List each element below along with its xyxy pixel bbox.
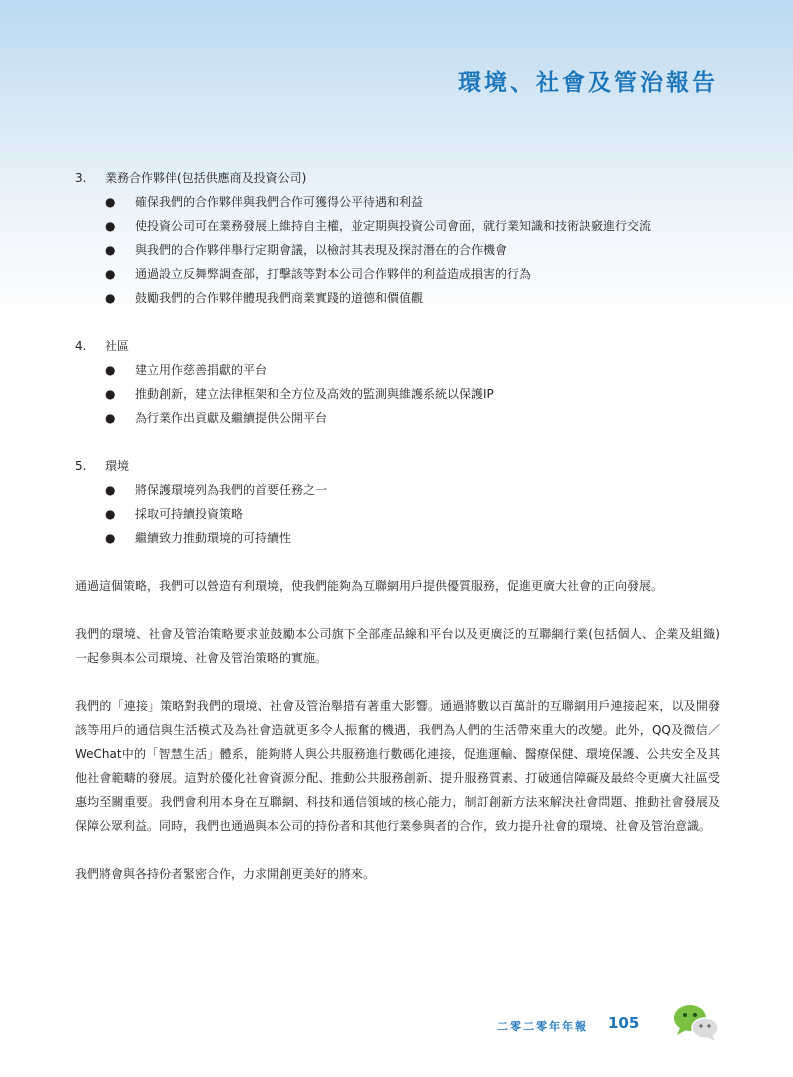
list-item [75, 382, 720, 406]
list-item [75, 358, 720, 382]
paragraph: 我們的「連接」策略對我們的環境、社會及管治舉措有著重大影響。通過將數以百萬計的互聯網用戶連接起來，以及開發該等用戶的通信與生活模式及為社會造就更多令人振奮的機遇，我們為人們的生活帶來重大的改變。此外，QQ及微信／WeChat中的「智慧生活」體系，能夠將人與公共服務進行數碼化連接，促進運輸、醫療保健、環境保護、公共安全及其他社會範疇的發展。這對於優化社會資源分配、推動公共服務創新、提升服務質素、打破通信障礙及最終令更廣大社區受惠均至關重要。我們會利用本身在互聯網、科技和通信領域的核心能力，制訂創新方法來解決社會問題、推動社會發展及保障公眾利益。同時，我們也通過與本公司的持份者和其他行業參與者的合作，致力提升社會的環境、社會及管治意識。 [75, 699, 720, 833]
section-number: 4. [75, 339, 87, 353]
bullet-icon: ● [105, 411, 116, 425]
list-item-text: 推動創新，建立法律框架和全方位及高效的監測與維護系統以保護IP [135, 387, 494, 401]
list-item-text: 繼續致力推動環境的可持續性 [135, 531, 292, 545]
list-item-text: 與我們的合作夥伴舉行定期會議，以檢討其表現及探討潛在的合作機會 [135, 243, 508, 257]
bullet-icon: ● [105, 387, 116, 401]
section-community [75, 334, 720, 430]
paragraph: 我們的環境、社會及管治策略要求並鼓勵本公司旗下全部產品線和平台以及更廣泛的互聯網行業(包括個人、企業及組織)一起參與本公司環境、社會及管治策略的實施。 [75, 627, 720, 665]
list-item-text: 為行業作出貢獻及繼續提供公開平台 [135, 411, 328, 425]
footer-report-label: 二零二零年年報 [497, 1020, 588, 1033]
list-item-text: 建立用作慈善捐獻的平台 [135, 363, 268, 377]
section-environment [75, 454, 720, 550]
list-item-text: 採取可持續投資策略 [135, 507, 244, 521]
section-number: 3. [75, 171, 87, 185]
list-item [75, 262, 720, 286]
page-number: 105 [608, 1014, 640, 1032]
bullet-icon: ● [105, 531, 116, 545]
list-item [75, 214, 720, 238]
report-content [75, 166, 720, 886]
paragraph: 通過這個策略，我們可以營造有利環境，使我們能夠為互聯網用戶提供優質服務，促進更廣大社會的正向發展。 [75, 579, 664, 593]
list-item [75, 502, 720, 526]
section-heading [75, 166, 720, 190]
list-item [75, 190, 720, 214]
list-item [75, 406, 720, 430]
bullet-icon: ● [105, 507, 116, 521]
section-partners [75, 166, 720, 310]
bullet-icon: ● [105, 363, 116, 377]
list-item-text: 通過設立反舞弊調查部，打擊該等對本公司合作夥伴的利益造成損害的行為 [135, 267, 532, 281]
list-item [75, 238, 720, 262]
section-heading [75, 334, 720, 358]
bullet-icon: ● [105, 291, 116, 305]
bullet-icon: ● [105, 243, 116, 257]
list-item [75, 286, 720, 310]
section-title: 社區 [105, 339, 130, 353]
list-item-text: 使投資公司可在業務發展上維持自主權，並定期與投資公司會面，就行業知識和技術訣竅進行交流 [135, 219, 652, 233]
paragraph: 我們將會與各持份者緊密合作，力求開創更美好的將來。 [75, 867, 376, 881]
section-title: 業務合作夥伴(包括供應商及投資公司) [105, 171, 307, 185]
chat-bubbles-logo-icon [672, 1002, 720, 1042]
list-item-text: 將保護環境列為我們的首要任務之一 [135, 483, 328, 497]
list-item-text: 確保我們的合作夥伴與我們合作可獲得公平待遇和利益 [135, 195, 424, 209]
section-heading [75, 454, 720, 478]
section-title: 環境 [105, 459, 130, 473]
section-number: 5. [75, 459, 87, 473]
bullet-icon: ● [105, 195, 116, 209]
list-item [75, 526, 720, 550]
list-item [75, 478, 720, 502]
bullet-icon: ● [105, 219, 116, 233]
list-item-text: 鼓勵我們的合作夥伴體現我們商業實踐的道德和價值觀 [135, 291, 424, 305]
bullet-icon: ● [105, 267, 116, 281]
bullet-icon: ● [105, 483, 116, 497]
page-title: 環境、社會及管治報告 [458, 70, 718, 96]
